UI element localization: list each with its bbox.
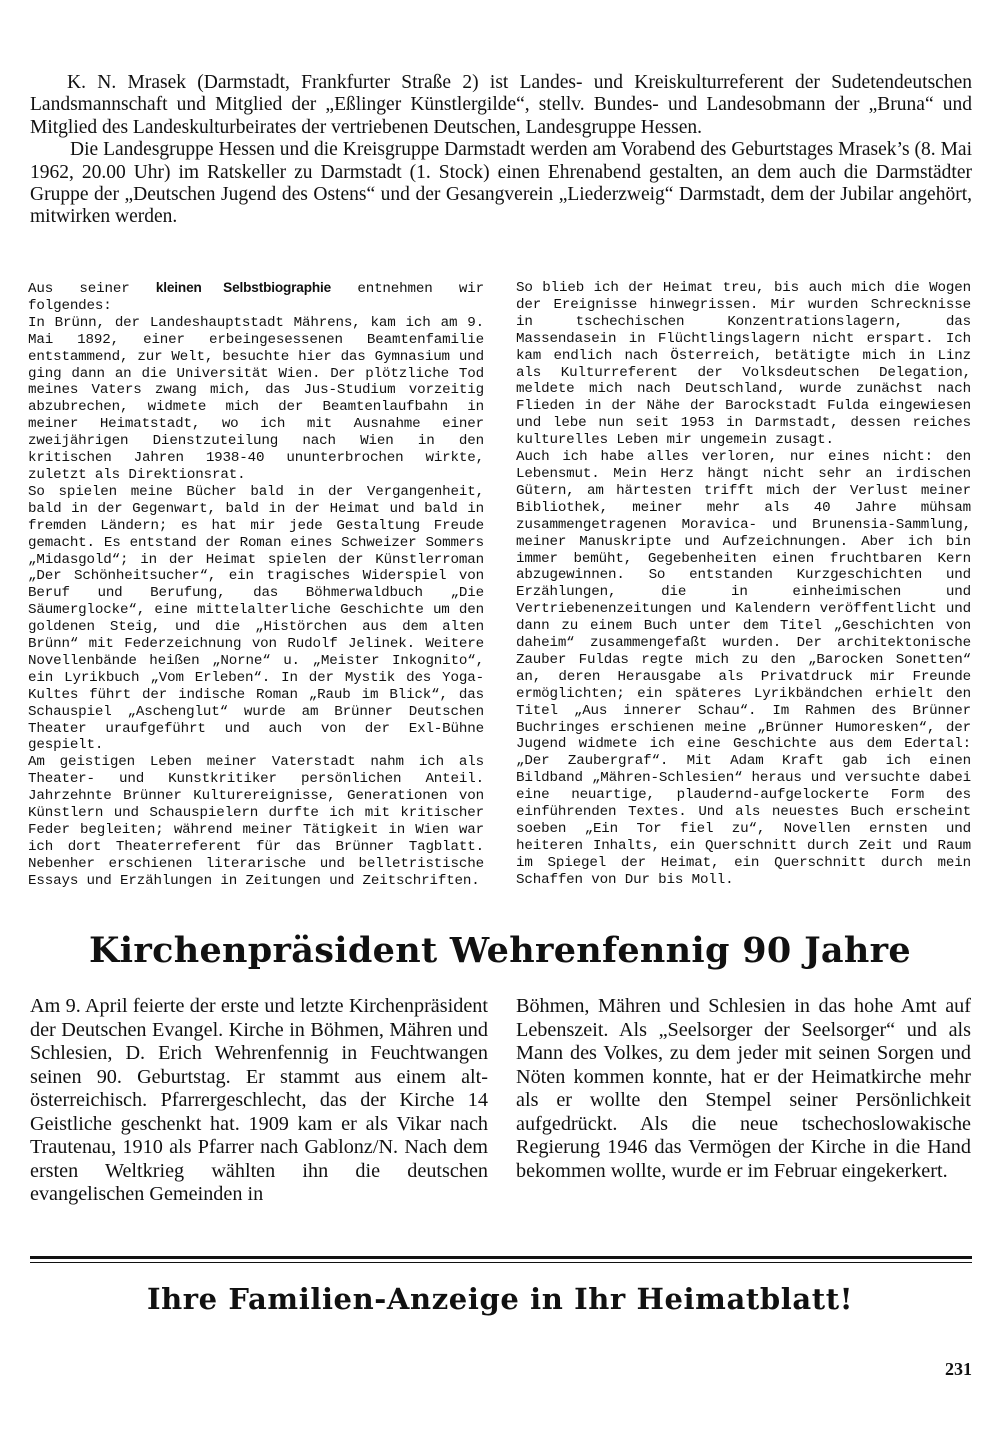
autobiography-right-paragraph: Auch ich habe alles verloren, nur eines nicht: den Lebensmut. Mein Herz hängt nicht sehr an irdischen Gütern, am härtesten trifft mich der Verlust meiner Bibliothek, meiner mehr als 40 Jahre mühsam zusammengetragenen Moravica- und Brunensia-Sammlung, meiner Manuskripte und Aufzeichnungen. Aber ich bin immer bemüht, Gegebenheiten einen fruchtbaren Kern abzugewinnen. So entstanden Kurzgeschichten und Erzählungen, die in einheimischen und Vertriebenenzeitungen und Kalendern veröffentlicht und dann zu einem Buch unter dem Titel „Geschichten von daheim“ zusammengefaßt wurden. Der architektonische Zauber Fuldas regte mich zu den „Barocken Sonetten“ an, deren Herausgabe als Privatdruck mir Freunde ermöglichten; ein späteres Lyrikbändchen erhielt den Titel „Aus innerer Schau“. Im Rahmen des Brünner Buchringes erschienen meine „Brünner Humoresken“, der Jugend widmete ich eine Geschichte aus dem Edertal: „Der Zaubergraf“. Mit Adam Kraft gab ich einen Bildband „Mähren-Schlesien“ heraus und versuchte dabei eine neuartige, plaudernd-aufgelockerte Form des einführenden Textes. Und als neuestes Buch erscheint soeben „Ein Tor fiel zu“, Novellen ernsten und heiteren Inhalts, ein Querschnitt durch Zeit und Raum im Spiegel der Heimat, ein Querschnitt durch mein Schaffen von Dur bis Moll. — [516, 449, 971, 888]
article-right-text: Böhmen, Mähren und Schlesien in das hohe Amt auf Lebenszeit. Als „Seelsorger der Seelsorger“ und als Mann des Volkes, zu dem jeder mit seinen Sorgen und Nöten kommen konnte, hat er der Heimatkirche mehr als er wollte den Stempel seiner Persönlichkeit aufgedrückt. Als die neue tschechoslowakische Regierung 1946 das Vermögen der Kirche in die Hand bekommen wollte, wurde er im Februar eingekerkert. — [516, 995, 971, 1182]
intro-paragraph-1: K. N. Mrasek (Darmstadt, Frankfurter Straße 2) ist Landes- und Kreiskulturreferent der Sudetendeutschen Landsmannschaft und Mitglied der „Eßlinger Künstlergilde“, stellv. Bundes- und Landesobmann der „Bruna“ und Mitglied des Landeskulturbeirates der vertriebenen Deutschen, Landesgruppe Hessen. — [30, 72, 972, 138]
autobiography-lead — [28, 280, 484, 315]
divider-thin — [30, 1262, 972, 1263]
lead-before: Aus seiner — [28, 281, 130, 297]
divider-thick — [30, 1256, 972, 1259]
page-number: 231 — [945, 1359, 972, 1379]
article-left-column — [30, 995, 488, 1207]
lead-bold: kleinen Selbstbiographie — [155, 280, 332, 295]
lead-after: entnehmen wir folgendes: — [28, 281, 484, 314]
autobiography-left-paragraph: Am geistigen Leben meiner Vaterstadt nahm ich als Theater- und Kunstkritiker persönlichen Anteil. Jahrzehnte Brünner Kulturereignisse, Generationen von Künstlern und Schauspielern durfte ich mit kritischer Feder begleiten; während meiner Tätigkeit in Wien war ich dort Theaterreferent für das Brünner Tagblatt. Nebenher erschienen literarische und belletristische Essays und Erzählungen in Zeitungen und Zeitschriften. — [28, 754, 484, 889]
intro-section — [30, 72, 972, 229]
autobiography-left-paragraph: In Brünn, der Landeshauptstadt Mährens, kam ich am 9. Mai 1892, einer erbeingesessenen Beamtenfamilie entstammend, zur Welt, besuchte hier das Gymnasium und ging dann an die Universität Wien. Der plötzliche Tod meines Vaters zwang mich, das Jus-Studium vorzeitig abzubrechen, widmete mich der Beamtenlaufbahn in meiner Heimatstadt, wo ich mit Ausnahme einer zweijährigen Dienstzuteilung nach Wien in den kritischen Jahren 1938-40 ununterbrochen wirkte, zuletzt als Direktionsrat. — [28, 314, 484, 483]
family-ad-banner: Ihre Familien-Anzeige in Ihr Heimatblatt! — [146, 1282, 854, 1316]
autobiography-right-column — [516, 280, 971, 889]
intro-paragraph-2: Die Landesgruppe Hessen und die Kreisgruppe Darmstadt werden am Vorabend des Geburtstages Mrasek’s (8. Mai 1962, 20.00 Uhr) im Ratskeller zu Darmstadt (1. Stock) einen Ehrenabend gestalten, an dem auch die Darmstädter Gruppe der „Deutschen Jugend des Ostens“ und der Gesangverein „Liederzweig“ Darmstadt, dem der Jubilar angehört, mitwirken werden. — [30, 139, 972, 228]
autobiography-left-paragraph: So spielen meine Bücher bald in der Vergangenheit, bald in der Gegenwart, bald in der Heimat und bald in fremden Ländern; es hat mir jede Gestaltung Freude gemacht. Es entstand der Roman eines Schweizer Sommers „Midasgold“; in der Heimat spielen der Künstlerroman „Der Schönheitsucher“, ein tragisches Widerspiel von Beruf und Berufung, das Böhmerwaldbuch „Die Säumerglocke“, eine mittelalterliche Geschichte um den goldenen Steig, und die „Histörchen aus dem alten Brünn“ mit Federzeichnung von Rudolf Jelinek. Weitere Novellenbände heißen „Norne“ u. „Meister Inkognito“, ein Lyrikbuch „Vom Erleben“. In der Mystik des Yoga-Kultes führt der indische Roman „Raub im Blick“, das Schauspiel „Aschenglut“ wurde am Brünner Deutschen Theater uraufgeführt und auch von der Exl-Bühne gespielt. — [28, 483, 484, 754]
autobiography-right-paragraph: So blieb ich der Heimat treu, bis auch mich die Wogen der Ereignisse hinwegrissen. Mir wurden Schrecknisse in tschechischen Konzentrationslagern, das Massendasein in Flüchtlingslagern nicht erspart. Ich kam endlich nach Österreich, betätigte mich in Linz als Kulturreferent der Volksdeutschen Delegation, meldete mich nach Deutschland, wurde zunächst nach Flieden in der Nähe der Barockstadt Fulda eingewiesen und lebe nun seit 1953 in Darmstadt, dessen reiches kulturelles Leben mir ungemein zusagt. — [516, 280, 971, 449]
article-headline: Kirchenpräsident Wehrenfennig 90 Jahre — [89, 930, 911, 971]
article-left-text: Am 9. April feierte der erste und letzte Kirchenpräsident der Deutschen Evangel. Kirche in Böhmen, Mähren und Schlesien, D. Erich Wehrenfennig in Feuchtwangen seinen 90. Geburtstag. Er stammt aus einem alt-österreichisch. Pfarrergeschlecht, das der Kirche 14 Geistliche geschenkt hat. 1909 kam er als Vikar nach Trautenau, 1910 als Pfarrer nach Gablonz/N. Nach dem ersten Weltkrieg wählten ihn die deutschen evangelischen Gemeinden in — [30, 995, 488, 1205]
autobiography-left-column — [28, 280, 484, 890]
article-right-column — [516, 995, 971, 1183]
